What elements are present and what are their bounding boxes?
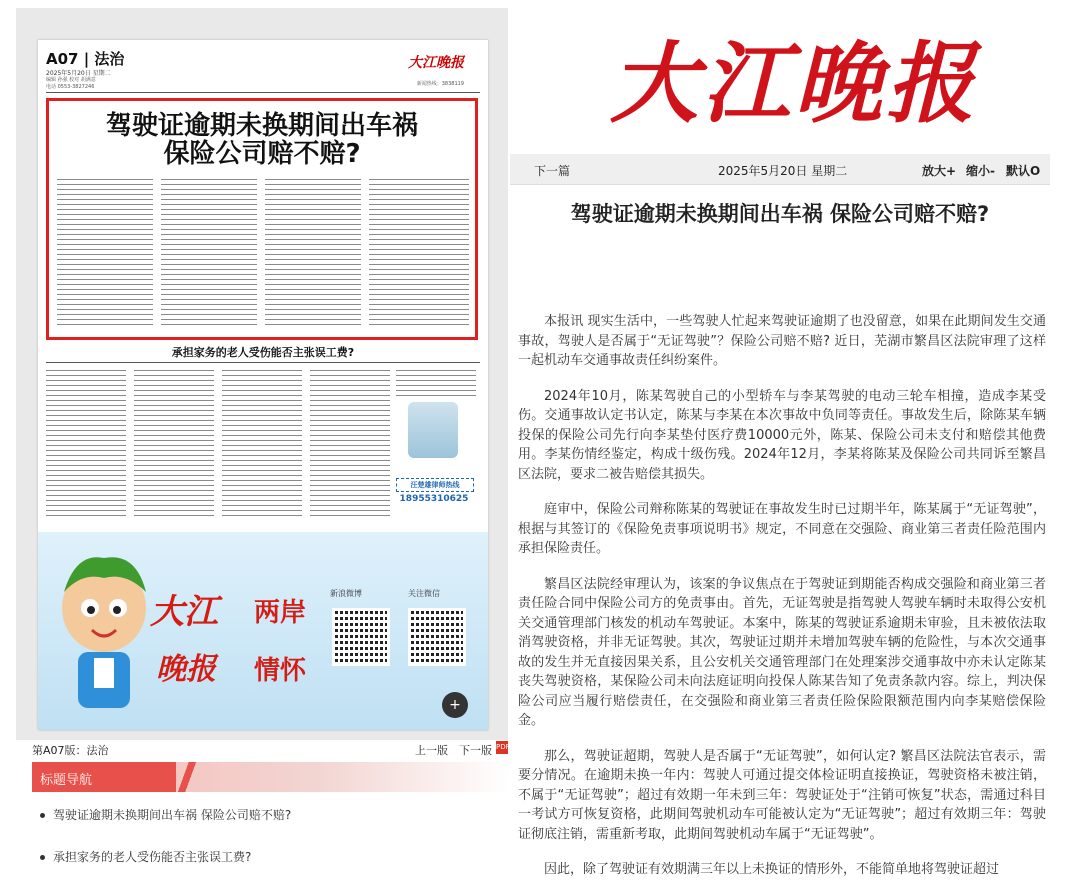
article-paragraph: 本报讯 现实生活中，一些驾驶人忙起来驾驶证逾期了也没留意，如果在此期间发生交通事故，驾驶人是否属于“无证驾驶”？保险公司赔不赔? 近日，芜湖市繁昌区法院审理了这样一起机动车交通事故责任纠纷案件。 xyxy=(518,314,1046,368)
lawyer-hotline-label: 汪楚雄律师热线 xyxy=(396,478,474,492)
next-page-link[interactable]: 下一版 xyxy=(459,744,492,757)
text-column xyxy=(222,370,302,520)
nav-header-slash xyxy=(174,762,200,792)
page-phone: 电话 0553-3827246 xyxy=(46,84,95,90)
next-article-link[interactable]: 下一篇 xyxy=(534,164,571,178)
weixin-qr-code xyxy=(408,608,466,666)
lawyer-photo xyxy=(408,402,458,458)
text-column xyxy=(161,179,257,329)
newspaper-page xyxy=(38,40,488,730)
ad-brand-1: 大江 xyxy=(150,592,218,632)
ad-word-2: 情怀 xyxy=(254,656,307,686)
current-page-label: 第A07版：法治 xyxy=(32,744,109,757)
add-note-button[interactable]: + xyxy=(442,692,468,718)
pdf-icon[interactable]: PDF xyxy=(496,741,508,754)
section-rule xyxy=(46,362,480,363)
header-rule xyxy=(46,92,480,93)
bullet-icon xyxy=(40,855,45,860)
article-paragraph: 2024年10月，陈某驾驶自己的小型轿车与李某驾驶的电动三轮车相撞，造成李某受伤。交通事故认定书认定，陈某与李某在本次事故中负同等责任。事故发生后，除陈某车辆投保的保险公司先行向李某垫付医疗费10000元外，陈某、保险公司未支付和赔偿其他费用。李某伤情经鉴定，构成十级伤残。2024年12月，李某将陈某及保险公司共同诉至繁昌区法院，要求二被告赔偿其损失。 xyxy=(518,388,1046,482)
lead-article-block[interactable] xyxy=(46,98,478,340)
nav-item-label: 承担家务的老人受伤能否主张误工费? xyxy=(53,850,252,864)
text-column xyxy=(265,179,361,329)
nav-item-label: 驾驶证逾期未换期间出车祸 保险公司赔不赔? xyxy=(53,808,292,822)
nav-item[interactable] xyxy=(40,806,291,823)
article-toolbar xyxy=(510,154,1050,185)
lead-title-line-1: 驾驶证逾期未换期间出车祸 xyxy=(105,111,418,141)
default-size-button[interactable]: 默认O xyxy=(1006,164,1041,178)
zoom-out-button[interactable]: 缩小- xyxy=(966,164,995,178)
nav-header-bg xyxy=(32,762,176,792)
title-nav-label: 标题导航 xyxy=(40,773,93,788)
weibo-qr-code xyxy=(332,608,390,666)
page-caption-bar xyxy=(32,738,510,758)
issue-date: 2025年5月20日 星期二 xyxy=(718,164,848,178)
mascot-illustration xyxy=(56,552,152,712)
masthead-logo: 大江晚报 xyxy=(610,31,979,135)
article-paragraph: 那么，驾驶证超期，驾驶人是否属于“无证驾驶”，如何认定? 繁昌区法院法官表示，需要分情况。在逾期未换一年内：驾驶人可通过提交体检证明直接换证，驾驶资格未被注销，不属于“无证驾驶”；超过有效期一年未到三年：驾驶证处于“注销可恢复”状态，需通过科目一考试方可恢复资格，此期间驾驶机动车可能被认定为“无证驾驶”；超过有效期三年：驾驶证彻底注销，需重新考取，此期间驾驶机动车属于“无证驾驶”。 xyxy=(518,748,1046,842)
text-column xyxy=(396,370,476,398)
page-number: A07 | 法治 xyxy=(46,50,125,68)
article-body xyxy=(518,312,1046,896)
text-column xyxy=(134,370,214,520)
prev-page-link[interactable]: 上一版 xyxy=(415,744,448,757)
text-column xyxy=(369,179,469,329)
article-paragraph: 庭审中，保险公司辩称陈某的驾驶证在事故发生时已过期半年，陈某属于“无证驾驶”，根据与其签订的《保险免责事项说明书》规定，不同意在交强险、商业第三者责任险范围内承担保险责任。 xyxy=(518,502,1046,556)
news-hotline: 新闻热线：3838119 xyxy=(416,81,464,87)
weixin-label: 关注微信 xyxy=(408,589,440,598)
page-date: 2025年5月20日 星期二 xyxy=(46,70,111,77)
lawyer-phone: 18955310625 xyxy=(399,494,469,504)
newspaper-page-scan[interactable] xyxy=(16,8,508,740)
ad-brand-2: 晚报 xyxy=(156,652,216,687)
page-viewer xyxy=(0,0,510,868)
weibo-label: 新浪微博 xyxy=(330,589,362,598)
lead-title-line-2: 保险公司赔不赔? xyxy=(163,139,361,169)
page-editor: 编辑 孙强 校对 胡满意 xyxy=(46,77,96,83)
article-title: 驾驶证逾期未换期间出车祸 保险公司赔不赔? xyxy=(570,202,990,226)
nav-item[interactable] xyxy=(40,848,251,865)
lawyer-contact-box xyxy=(396,402,472,522)
mini-masthead-logo: 大江晚报 xyxy=(408,55,464,71)
second-article-title[interactable]: 承担家务的老人受伤能否主张误工费? xyxy=(171,346,355,359)
text-column xyxy=(310,370,390,520)
bullet-icon xyxy=(40,813,45,818)
title-nav-header xyxy=(32,762,510,792)
article-paragraph: 繁昌区法院经审理认为，该案的争议焦点在于驾驶证到期能否构成交强险和商业第三者责任险合同中保险公司方的免责事由。首先，无证驾驶是指驾驶人驾驶车辆时未取得公安机关交通管理部门核发的机动车驾驶证。本案中，陈某的驾驶证系逾期未审验，且未被依法取消驾驶资格，并非无证驾驶。其次，驾驶证过期并未增加驾驶车辆的危险性，与本次交通事故的发生并无直接因果关系，且公安机关交通管理部门在处理案涉交通事故中亦未认定陈某丧失驾驶资格，某保险公司未向法庭证明向投保人陈某告知了免责条款内容。综上，判决保险公司应当履行赔偿责任，在交强险和商业第三者责任险保险限额范围内向李某赔偿保险金。 xyxy=(518,576,1046,728)
advertisement xyxy=(38,532,488,730)
ad-word-1: 两岸 xyxy=(254,598,307,628)
article-paragraph: 因此，除了驾驶证有效期满三年以上未换证的情形外，不能简单地将驾驶证超过 xyxy=(544,862,1000,877)
text-column xyxy=(57,179,153,329)
zoom-in-button[interactable]: 放大+ xyxy=(922,164,957,178)
text-column xyxy=(46,370,126,520)
